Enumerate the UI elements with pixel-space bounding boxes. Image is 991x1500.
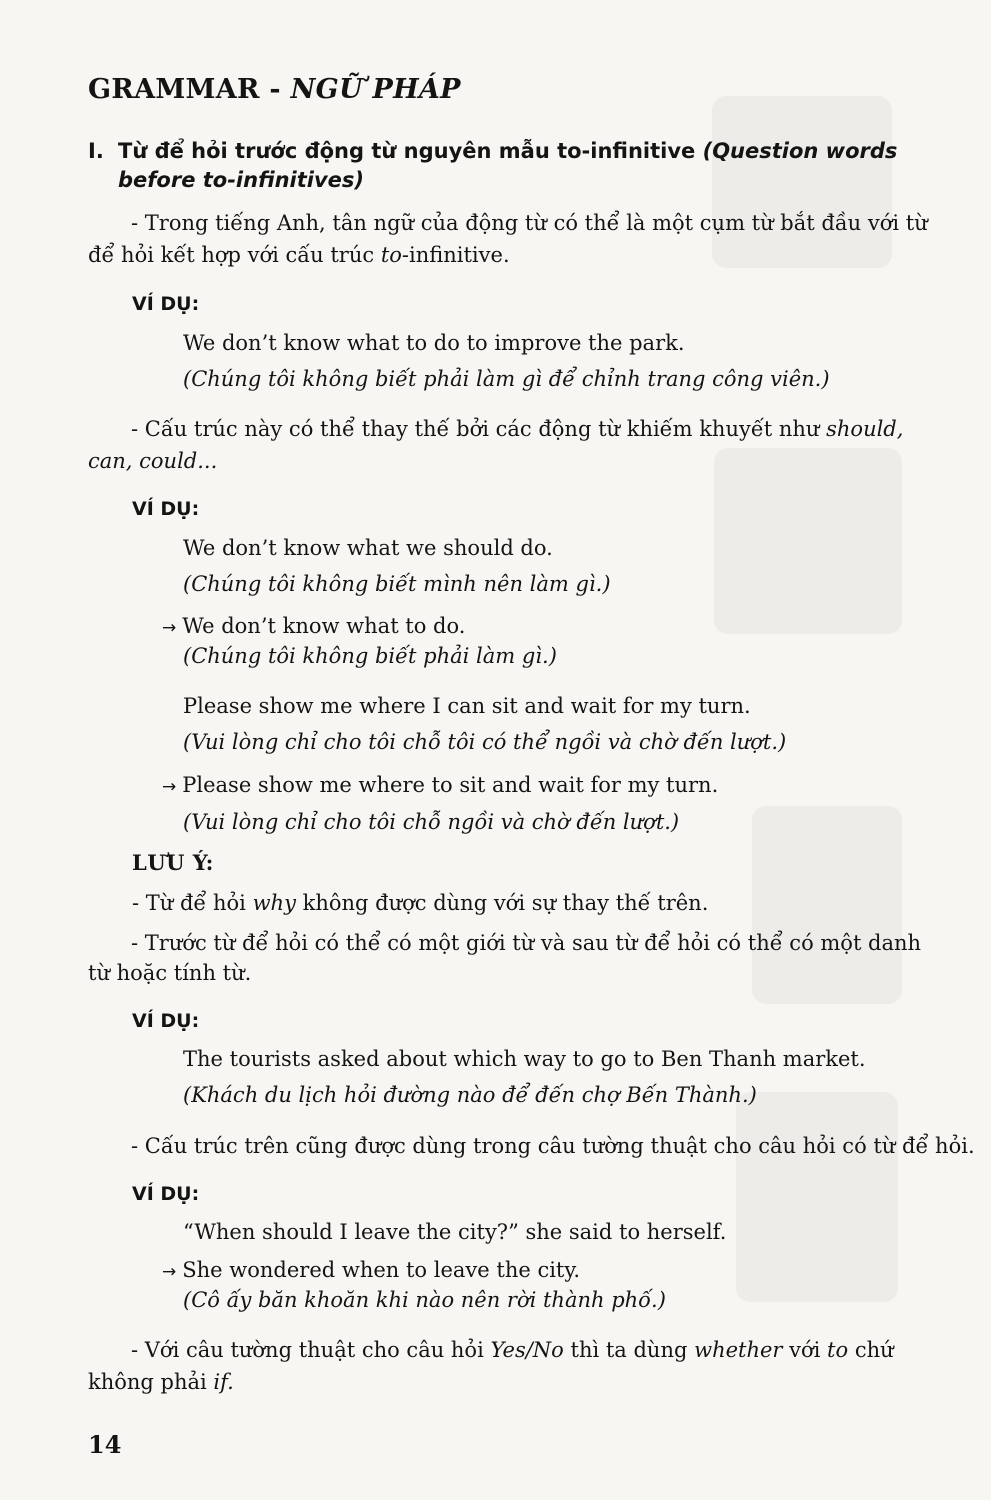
section-heading-cont: before to-infinitives) (118, 168, 365, 192)
example-translation: (Chúng tôi không biết phải làm gì.) (183, 644, 557, 668)
example-translation: (Cô ấy băn khoăn khi nào nên rời thành phố.) (183, 1288, 666, 1312)
paragraph: can, could... (88, 449, 218, 473)
arrow-icon: → (162, 1262, 177, 1282)
page-title: GRAMMAR - NGỮ PHÁP (88, 74, 461, 105)
example-translation: (Chúng tôi không biết phải làm gì để chỉnh trang công viên.) (183, 367, 830, 391)
example-sentence: We don’t know what to do to improve the park. (183, 331, 685, 355)
example-sentence: → Please show me where to sit and wait for my turn. (162, 773, 719, 797)
example-label: VÍ DỤ: (132, 1183, 200, 1205)
paragraph: - Cấu trúc trên cũng được dùng trong câu tường thuật cho câu hỏi có từ để hỏi. (131, 1134, 975, 1158)
background-ghost (736, 1092, 898, 1302)
paragraph: không phải if. (88, 1370, 234, 1394)
example-label: VÍ DỤ: (132, 498, 200, 520)
background-ghost (752, 806, 902, 1004)
paragraph: - Với câu tường thuật cho câu hỏi Yes/No thì ta dùng whether với to chứ (131, 1338, 894, 1362)
example-sentence: We don’t know what we should do. (183, 536, 553, 560)
paragraph: để hỏi kết hợp với cấu trúc to-infinitive. (88, 243, 510, 267)
example-translation: (Vui lòng chỉ cho tôi chỗ ngồi và chờ đến lượt.) (183, 810, 680, 834)
page-number: 14 (88, 1430, 122, 1459)
background-ghost (714, 448, 902, 634)
paragraph: - Cấu trúc này có thể thay thế bởi các động từ khiếm khuyết như should, (131, 417, 904, 441)
note-item: từ hoặc tính từ. (88, 961, 252, 985)
paragraph: - Trong tiếng Anh, tân ngữ của động từ có thể là một cụm từ bắt đầu với từ (131, 211, 928, 235)
example-sentence: “When should I leave the city?” she said to herself. (183, 1220, 727, 1244)
example-label: VÍ DỤ: (132, 1010, 200, 1032)
example-sentence: The tourists asked about which way to go to Ben Thanh market. (183, 1047, 866, 1071)
example-label: VÍ DỤ: (132, 293, 200, 315)
background-ghost (712, 96, 892, 268)
example-sentence: Please show me where I can sit and wait for my turn. (183, 694, 751, 718)
example-translation: (Khách du lịch hỏi đường nào để đến chợ Bến Thành.) (183, 1083, 757, 1107)
arrow-icon: → (162, 618, 177, 638)
note-item: - Từ để hỏi why không được dùng với sự thay thế trên. (132, 891, 709, 915)
arrow-icon: → (162, 777, 177, 797)
note-item: - Trước từ để hỏi có thể có một giới từ và sau từ để hỏi có thể có một danh (131, 931, 922, 955)
example-translation: (Chúng tôi không biết mình nên làm gì.) (183, 572, 611, 596)
section-heading: I. Từ để hỏi trước động từ nguyên mẫu to-infinitive (Question words (88, 139, 898, 163)
note-label: LƯU Ý: (132, 850, 214, 875)
example-sentence: → We don’t know what to do. (162, 614, 466, 638)
example-sentence: → She wondered when to leave the city. (162, 1258, 581, 1282)
example-translation: (Vui lòng chỉ cho tôi chỗ tôi có thể ngồi và chờ đến lượt.) (183, 730, 787, 754)
